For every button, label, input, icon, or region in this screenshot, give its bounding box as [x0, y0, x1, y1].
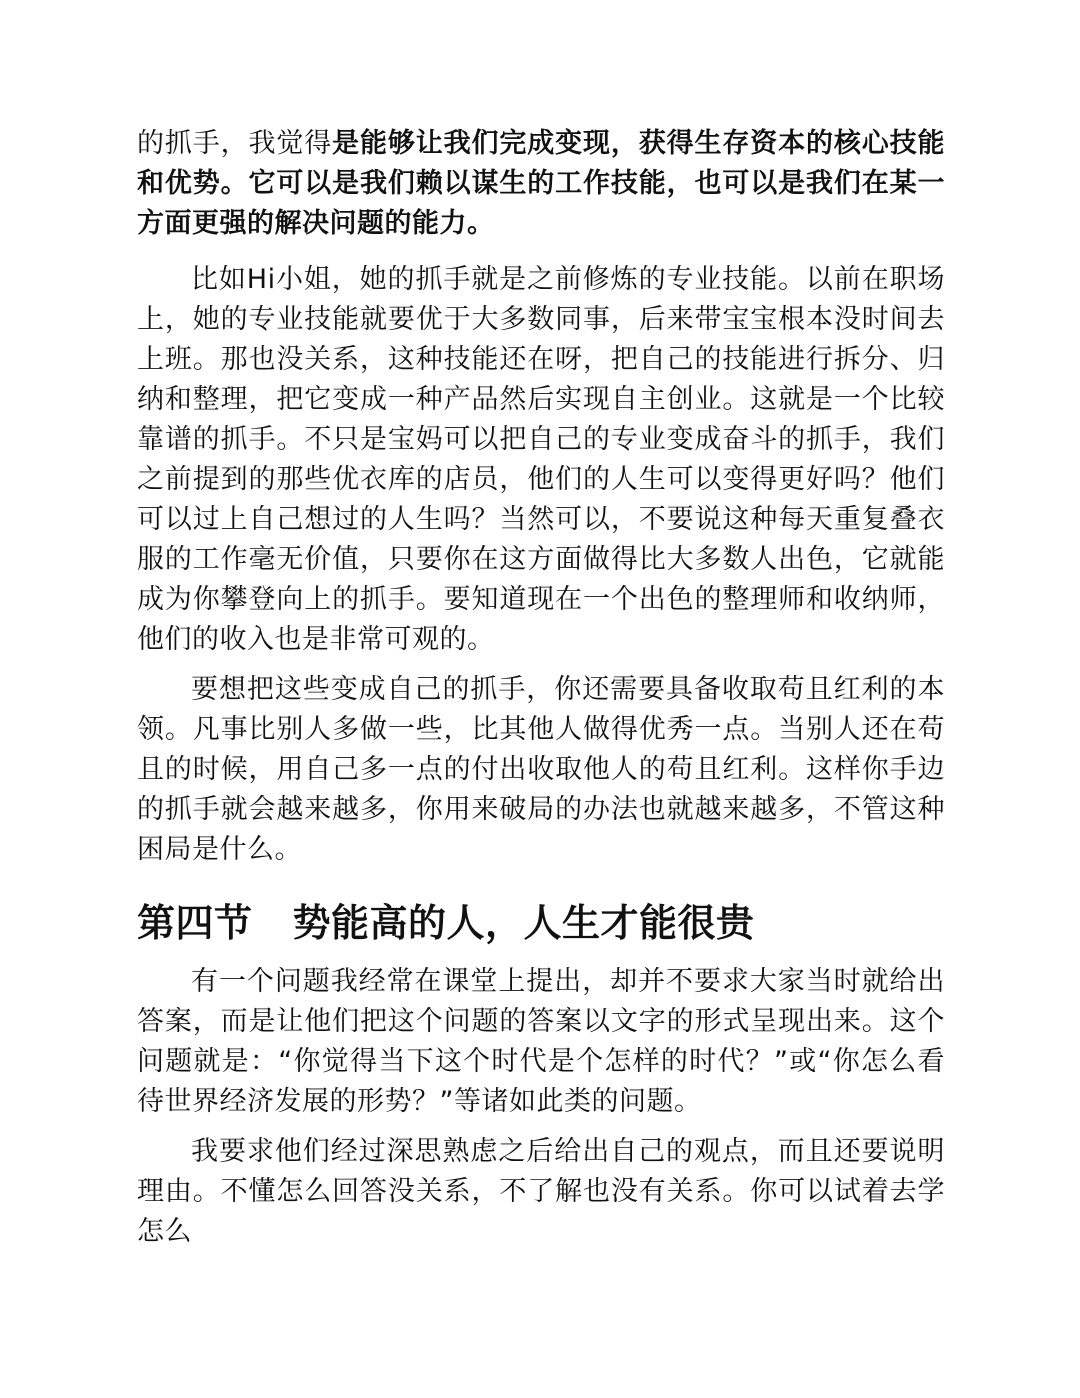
paragraph-3: 要想把这些变成自己的抓手，你还需要具备收取苟且红利的本领。凡事比别人多做一些，比其他人做得优秀一点。当别人还在苟且的时候，用自己多一点的付出收取他人的苟且红利。这样你手边的抓手就会越来越多，你用来破局的办法也就越来越多，不管这种困局是什么。: [137, 674, 945, 865]
paragraph-1-normal-text: 的抓手，我觉得: [137, 128, 333, 159]
document-page: [137, 124, 945, 1252]
paragraph-5: 我要求他们经过深思熟虑之后给出自己的观点，而且还要说明理由。不懂怎么回答没关系，不了解也没有关系。你可以试着去学怎么: [137, 1136, 945, 1247]
section-number: 第四节: [137, 901, 253, 945]
paragraph-4: 有一个问题我经常在课堂上提出，却并不要求大家当时就给出答案，而是让他们把这个问题的答案以文字的形式呈现出来。这个问题就是：“你觉得当下这个时代是个怎样的时代？”或“你怎么看待世界经济发展的形势？”等诸如此类的问题。: [137, 966, 945, 1117]
section-heading: [137, 894, 945, 952]
section-title: 势能高的人，人生才能很贵: [292, 901, 755, 945]
paragraph-1-bold-text: 是能够让我们完成变现，获得生存资本的核心技能和优势。它可以是我们赖以谋生的工作技能，也可以是我们在某一方面更强的解决问题的能力。: [137, 128, 945, 239]
paragraph-2: 比如Hi小姐，她的抓手就是之前修炼的专业技能。以前在职场上，她的专业技能就要优于大多数同事，后来带宝宝根本没时间去上班。那也没关系，这种技能还在呀，把自己的技能进行拆分、归纳和整理，把它变成一种产品然后实现自主创业。这就是一个比较靠谱的抓手。不只是宝妈可以把自己的专业变成奋斗的抓手，我们之前提到的那些优衣库的店员，他们的人生可以变得更好吗？他们可以过上自己想过的人生吗？当然可以，不要说这种每天重复叠衣服的工作毫无价值，只要你在这方面做得比大多数人出色，它就能成为你攀登向上的抓手。要知道现在一个出色的整理师和收纳师，他们的收入也是非常可观的。: [137, 264, 945, 655]
paragraph-1: [137, 124, 945, 244]
